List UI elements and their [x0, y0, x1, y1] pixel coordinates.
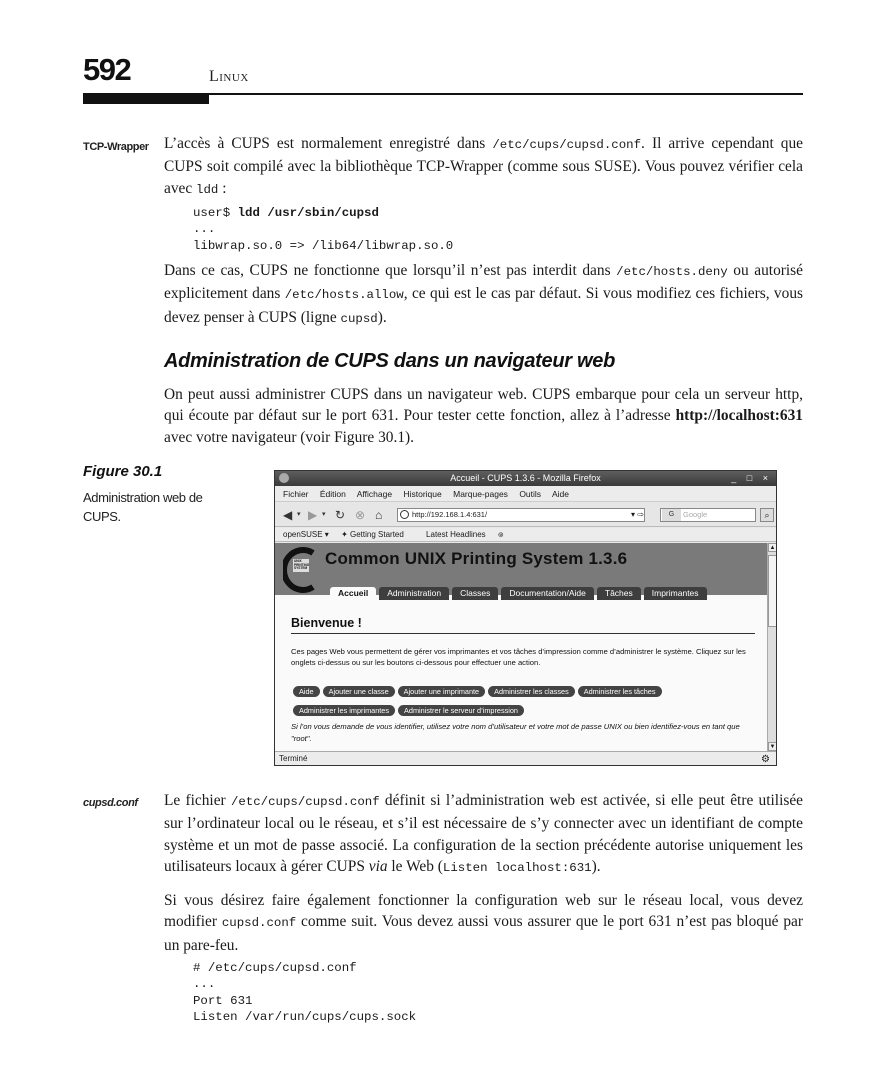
status-bar — [275, 751, 776, 766]
menu-aide[interactable]: Aide — [551, 489, 569, 499]
manage-jobs-button[interactable]: Administrer les tâches — [578, 686, 662, 697]
page-content — [275, 543, 767, 751]
paragraph-web-admin: On peut aussi administrer CUPS dans un navigateur web. CUPS embarque pour cela un serveur http, qui écoute par défaut sur le port 631. Pour tester cette fonction, allez à l’adresse http://localhost:631 avec votre navigateur (voir Figure 30.1). — [164, 386, 803, 446]
cups-tabs — [330, 583, 710, 596]
stop-icon[interactable]: ⊗ — [355, 508, 366, 522]
action-buttons — [293, 681, 753, 719]
paragraph-tcp-wrapper: L’accès à CUPS est normalement enregistré dans /etc/cups/cupsd.conf. Il arrive cependant que CUPS soit compilé avec la bibliothèque TCP-Wrapper (comme sous SUSE). Vous pouvez vérifier cela avec ldd : — [164, 135, 803, 197]
add-class-button[interactable]: Ajouter une classe — [323, 686, 395, 697]
code-block-ldd: user$ ldd /usr/sbin/cupsd ... libwrap.so.0 => /lib64/libwrap.so.0 — [193, 206, 454, 253]
page-number: 592 — [83, 52, 131, 87]
home-icon[interactable]: ⌂ — [375, 508, 383, 522]
reload-icon[interactable]: ↻ — [335, 508, 346, 522]
margin-note-tcp-wrapper: TCP-Wrapper — [83, 141, 149, 153]
login-note: Si l’on vous demande de vous identifier, utilisez votre nom d’utilisateur et votre mot de passe UNIX ou bien identifiez-vous en tant que "root". — [291, 722, 740, 743]
menu-marque-pages[interactable]: Marque-pages — [453, 489, 508, 499]
search-icon[interactable]: ⌕ — [760, 508, 774, 522]
url-bar[interactable] — [397, 508, 645, 522]
tab-imprimantes[interactable]: Imprimantes — [644, 587, 707, 600]
back-dropdown-icon[interactable]: ▾ — [297, 511, 301, 518]
navigation-toolbar — [275, 503, 776, 527]
cups-logo-text: UNIX PRINTING SYSTEM — [294, 559, 310, 571]
url-text: http://192.168.1.4:631/ — [412, 510, 488, 519]
forward-dropdown-icon[interactable]: ▾ — [322, 511, 326, 518]
manage-classes-button[interactable]: Administrer les classes — [488, 686, 575, 697]
menu-outils[interactable]: Outils — [519, 489, 542, 499]
section-title: Administration de CUPS dans un navigateur web — [164, 350, 616, 372]
paragraph-hosts: Dans ce cas, CUPS ne fonctionne que lorsqu’il n’est pas interdit dans /etc/hosts.deny ou autorisé explicitement dans /etc/hosts.allow, ce qui est le cas par défaut. Si vous modifiez ces fichiers, vous devez penser à CUPS (ligne cupsd). — [164, 262, 804, 326]
tab-taches[interactable]: Tâches — [597, 587, 641, 600]
tab-classes[interactable]: Classes — [452, 587, 498, 600]
tab-administration[interactable]: Administration — [379, 587, 449, 600]
back-icon[interactable]: ◀ — [283, 508, 293, 522]
code-block-cupsd-conf: # /etc/cups/cupsd.conf ... Port 631 Listen /var/run/cups/cups.sock — [193, 961, 417, 1025]
forward-icon[interactable]: ▶ — [308, 508, 318, 522]
search-placeholder: Google — [683, 510, 708, 519]
menu-edition[interactable]: Édition — [319, 489, 346, 499]
running-head: Linux — [209, 68, 249, 85]
manage-printers-button[interactable]: Administrer les imprimantes — [293, 705, 395, 716]
header-rule-thick — [83, 93, 209, 104]
window-title: Accueil - CUPS 1.3.6 - Mozilla Firefox — [450, 473, 601, 483]
paragraph-cupsd-conf: Le fichier /etc/cups/cupsd.conf définit si l’administration web est activée, si elle peut être utilisée sur l’ordinateur local ou le réseau, et s’il est nécessaire de s’y connecter avec un identifiant de compte système et un mot de passe associé. La configuration de la section précédente autorise uniquement les utilisateurs locaux à gérer CUPS via le Web (Listen localhost:631). — [164, 792, 803, 876]
figure-label: Figure 30.1 — [83, 463, 163, 480]
window-titlebar — [275, 471, 776, 486]
cups-title: Common UNIX Printing System 1.3.6 — [325, 549, 628, 568]
search-engine-icon[interactable]: G — [662, 509, 681, 521]
scroll-down-icon[interactable]: ▼ — [769, 744, 776, 750]
menu-affichage[interactable]: Affichage — [356, 489, 393, 499]
menu-fichier[interactable]: Fichier — [283, 489, 309, 499]
window-controls[interactable]: _ □ × — [731, 473, 772, 483]
bookmarks-toolbar — [275, 528, 776, 542]
menu-historique[interactable]: Historique — [403, 489, 442, 499]
paragraph-network-config: Si vous désirez faire également fonctionner la configuration web sur le réseau local, vous devez modifier cupsd.conf comme suit. Vous devez aussi vous assurer que le port 631 n’est pas bloqué par un pare-feu. — [164, 892, 803, 954]
cups-header — [275, 543, 767, 598]
search-input[interactable] — [660, 508, 756, 522]
margin-note-cupsd-conf: cupsd.conf — [83, 797, 138, 809]
header-rule-thin — [209, 93, 803, 95]
welcome-intro: Ces pages Web vous permettent de gérer vos imprimantes et vos tâches d’impression comme d’administrer le système. Cliquez sur les onglets ci-dessus ou sur les boutons ci-dessous pour effectuer une action. — [291, 647, 746, 667]
welcome-heading: Bienvenue ! — [291, 616, 362, 630]
rss-icon: ⊚ — [497, 532, 504, 539]
status-icon: ⚙ — [761, 754, 770, 765]
vertical-scrollbar[interactable] — [767, 543, 777, 751]
tab-documentation[interactable]: Documentation/Aide — [501, 587, 594, 600]
browser-screenshot — [274, 470, 777, 766]
site-favicon-icon — [400, 510, 409, 519]
bookmark-latest-headlines[interactable]: Latest Headlines ⊚ — [426, 530, 504, 539]
url-dropdown-icon[interactable]: ▾ ⇨ — [631, 510, 644, 519]
welcome-divider — [291, 633, 755, 634]
status-text: Terminé — [279, 754, 308, 763]
scroll-thumb[interactable] — [768, 555, 777, 627]
bookmark-opensuse[interactable]: openSUSE ▾ — [283, 530, 329, 539]
manage-server-button[interactable]: Administrer le serveur d’impression — [398, 705, 524, 716]
scroll-up-icon[interactable]: ▲ — [769, 545, 776, 551]
bookmark-getting-started[interactable]: ✦ Getting Started — [341, 530, 404, 539]
aide-button[interactable]: Aide — [293, 686, 320, 697]
add-printer-button[interactable]: Ajouter une imprimante — [398, 686, 485, 697]
figure-caption: Administration web de CUPS. — [83, 490, 203, 524]
firefox-icon — [279, 473, 289, 483]
menu-bar — [275, 486, 776, 502]
tab-accueil[interactable]: Accueil — [330, 587, 376, 600]
